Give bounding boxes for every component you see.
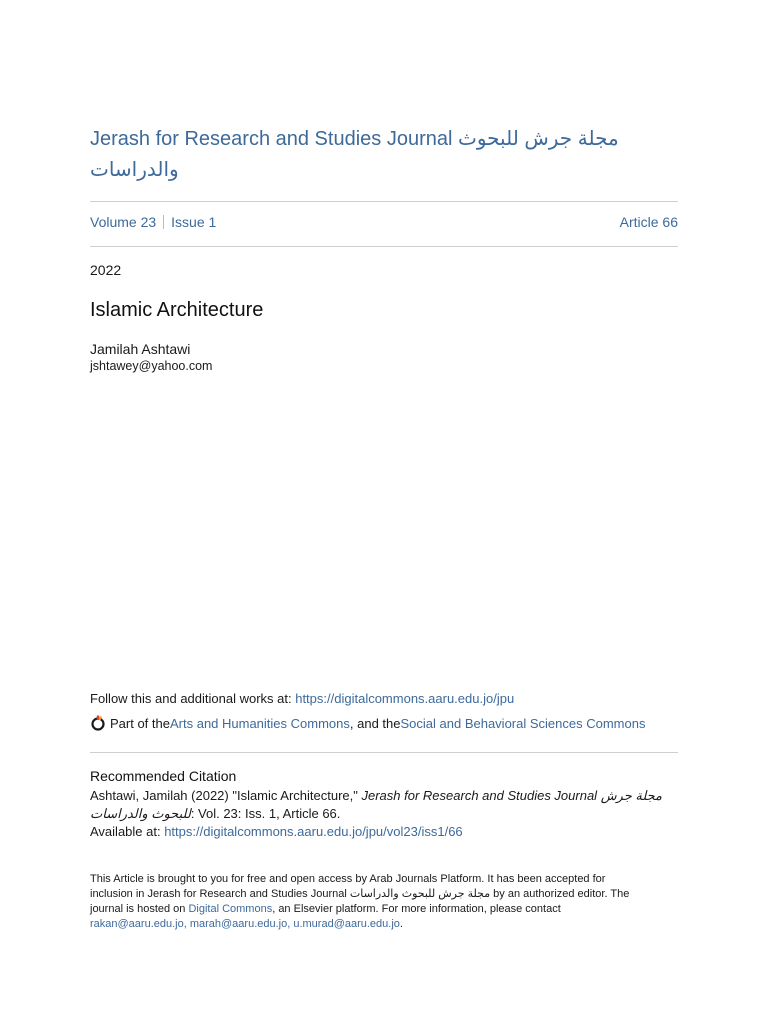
article-number-link[interactable]: Article 66 <box>619 214 678 230</box>
divider-top <box>90 201 678 202</box>
contact-emails-link[interactable]: rakan@aaru.edu.jo, marah@aaru.edu.jo, u.murad@aaru.edu.jo <box>90 918 400 930</box>
publication-year: 2022 <box>90 262 122 278</box>
citation-end: : Vol. 23: Iss. 1, Article 66. <box>190 806 341 821</box>
divider-citation <box>90 752 678 753</box>
citation-start: Ashtawi, Jamilah (2022) "Islamic Architecture," <box>90 788 362 803</box>
available-prefix: Available at: <box>90 824 165 839</box>
recommended-citation-heading: Recommended Citation <box>90 768 237 784</box>
article-title: Islamic Architecture <box>90 299 264 321</box>
follow-line <box>90 691 514 706</box>
issue-info-row <box>90 212 678 232</box>
digital-commons-link[interactable]: Digital Commons <box>188 903 273 915</box>
volume-link[interactable]: Volume 23 <box>90 214 157 230</box>
access-end: . <box>399 918 403 930</box>
access-text-2: , an Elsevier platform. For more information, please contact <box>272 903 561 915</box>
journal-title[interactable] <box>90 124 678 186</box>
arts-humanities-link[interactable]: Arts and Humanities Commons <box>169 715 350 731</box>
citation-text <box>90 787 678 841</box>
journal-title-link[interactable]: Jerash for Research and Studies Journal مجلة جرش للبحوث والدراسات <box>90 128 619 181</box>
access-note <box>90 872 650 932</box>
divider-issue <box>90 246 678 247</box>
part-of-prefix: Part of the <box>110 715 170 731</box>
access-text-1: This Article is brought to you for free and open access by Arab Journals Platform. It has been accepted for inclusion in Jerash for Research and Studies Journal مجلة جرش للبحوث والدراسات by an authorized editor. The journal is hosted on <box>90 873 630 915</box>
issue-link[interactable]: Issue 1 <box>171 214 217 230</box>
social-behavioral-link[interactable]: Social and Behavioral Sciences Commons <box>400 715 646 731</box>
author-email: jshtawey@yahoo.com <box>90 359 213 373</box>
part-of-line <box>90 715 645 731</box>
follow-url-link[interactable]: https://digitalcommons.aaru.edu.jo/jpu <box>295 691 515 706</box>
citation-journal: Jerash for Research and Studies Journal مجلة جرش للبحوث والدراسات <box>90 788 663 821</box>
available-url-link[interactable]: https://digitalcommons.aaru.edu.jo/jpu/vol23/iss1/66 <box>164 824 463 839</box>
follow-prefix: Follow this and additional works at: <box>90 691 296 706</box>
author-name: Jamilah Ashtawi <box>90 341 191 357</box>
separator <box>163 215 164 229</box>
bepress-network-icon <box>90 715 106 731</box>
part-of-middle: , and the <box>349 715 401 731</box>
